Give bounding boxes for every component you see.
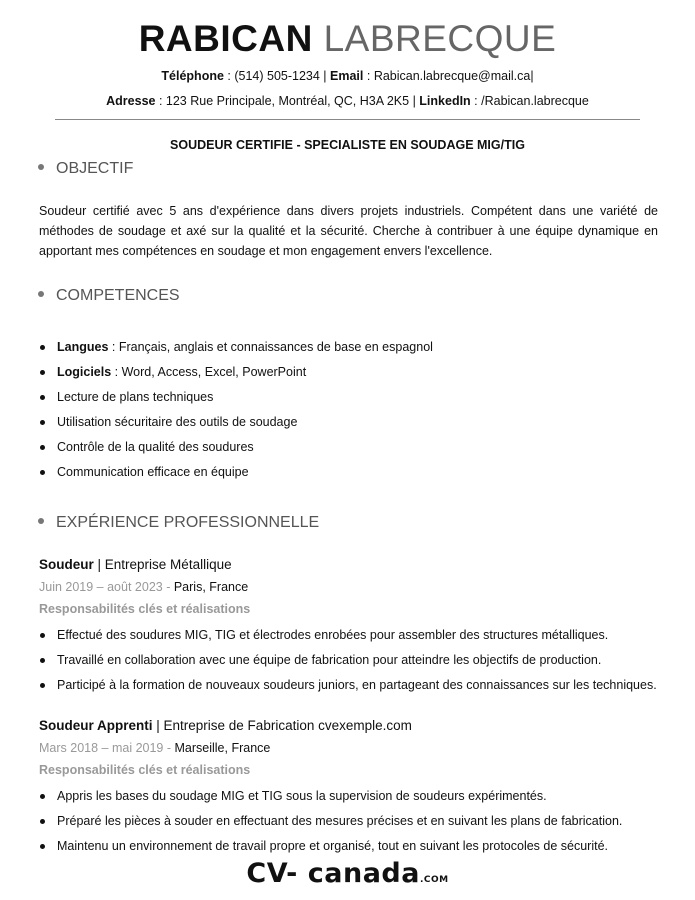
- job-location: Marseille, France: [174, 741, 271, 755]
- section-competences-title: [38, 287, 180, 305]
- job-dates: Juin 2019 – août 2023 -: [39, 580, 171, 594]
- bullet-icon: [40, 658, 45, 663]
- bullet-text: Maintenu un environnement de travail propre et organisé, tout en suivant les protocoles de sécurité.: [57, 839, 609, 853]
- skill-text: Utilisation sécuritaire des outils de soudage: [57, 415, 298, 429]
- list-item: [39, 626, 665, 651]
- address-label: Adresse: [106, 94, 156, 108]
- email-label: Email: [330, 69, 364, 83]
- skill-label: Langues: [57, 340, 109, 354]
- bullet-text: Effectué des soudures MIG, TIG et électrodes enrobées pour assembler des structures métalliques.: [57, 628, 609, 642]
- job-role: Soudeur Apprenti: [39, 718, 153, 733]
- job-1-bullets: [39, 626, 665, 701]
- contact-line-1: Téléphone : (514) 505-1234 | Email : Rabican.labrecque@mail.ca|: [161, 69, 534, 83]
- bullet-text: Participé à la formation de nouveaux soudeurs juniors, en partageant des connaissances sur les techniques.: [57, 678, 657, 692]
- candidate-name: [0, 18, 695, 60]
- skill-text: Lecture de plans techniques: [57, 390, 214, 404]
- linkedin-label: LinkedIn: [419, 94, 471, 108]
- list-item: Logiciels : Word, Access, Excel, PowerPoint: [39, 363, 665, 388]
- list-item: [39, 787, 665, 812]
- address-value: 123 Rue Principale, Montréal, QC, H3A 2K5: [165, 94, 410, 108]
- section-experience-title: [38, 514, 319, 532]
- job-company: Entreprise Métallique: [104, 557, 232, 572]
- skill-text: Word, Access, Excel, PowerPoint: [121, 365, 307, 379]
- list-item: Langues : Français, anglais et connaissances de base en espagnol: [39, 338, 665, 363]
- bullet-icon: [40, 633, 45, 638]
- logo-text: CV- canada: [246, 858, 420, 889]
- header-divider: [55, 119, 640, 120]
- list-item: [39, 812, 665, 837]
- linkedin-value[interactable]: /Rabican.labrecque: [481, 94, 589, 108]
- list-item: [39, 388, 665, 413]
- bullet-icon: [40, 420, 45, 425]
- list-item: [39, 676, 665, 701]
- bullet-icon: [40, 683, 45, 688]
- bullet-icon: [40, 844, 45, 849]
- job-1-subtitle: Responsabilités clés et réalisations: [39, 602, 251, 616]
- section-objectif-title: [38, 160, 133, 178]
- bullet-text: Appris les bases du soudage MIG et TIG sous la supervision de soudeurs expérimentés.: [57, 789, 547, 803]
- email-value[interactable]: Rabican.labrecque@mail.ca: [373, 69, 531, 83]
- job-location: Paris, France: [173, 580, 249, 594]
- skill-text: Contrôle de la qualité des soudures: [57, 440, 254, 454]
- bullet-icon: [40, 445, 45, 450]
- skill-text: Français, anglais et connaissances de base en espagnol: [118, 340, 433, 354]
- bullet-text: Travaillé en collaboration avec une équipe de fabrication pour atteindre les objectifs de production.: [57, 653, 602, 667]
- section-title-text: OBJECTIF: [56, 160, 134, 177]
- section-bullet-icon: [38, 164, 44, 170]
- job-dates: Mars 2018 – mai 2019 -: [39, 741, 172, 755]
- section-title-text: COMPETENCES: [56, 287, 180, 304]
- job-headline: SOUDEUR CERTIFIE - SPECIALISTE EN SOUDAGE MIG/TIG: [170, 138, 525, 152]
- bullet-icon: [40, 345, 45, 350]
- job-2-bullets: [39, 787, 665, 862]
- last-name: LABRECQUE: [323, 18, 557, 59]
- objectif-text: Soudeur certifié avec 5 ans d'expérience dans divers projets industriels. Compétent dans une variété de méthodes de soudage et axé sur la qualité et la sécurité. Cherche à contribuer à une équipe dynamique en apportant mes compétences en soudage et mon engagement envers l'excellence.: [39, 204, 658, 258]
- first-name: RABICAN: [138, 18, 313, 59]
- bullet-icon: [40, 819, 45, 824]
- section-title-text: EXPÉRIENCE PROFESSIONNELLE: [56, 514, 320, 531]
- bullet-icon: [40, 470, 45, 475]
- list-item: [39, 651, 665, 676]
- cv-canada-logo[interactable]: [0, 858, 695, 889]
- job-2-title: Soudeur Apprenti | Entreprise de Fabrication cvexemple.com: [39, 718, 412, 733]
- competences-list: [39, 338, 665, 488]
- section-bullet-icon: [38, 518, 44, 524]
- skill-text: Communication efficace en équipe: [57, 465, 249, 479]
- logo-suffix: .COM: [419, 875, 449, 885]
- bullet-text: Préparé les pièces à souder en effectuant des mesures précises et en suivant les plans de fabrication.: [57, 814, 623, 828]
- job-1-meta: [39, 580, 248, 594]
- job-2-meta: [39, 741, 270, 755]
- job-1-title: Soudeur | Entreprise Métallique: [39, 557, 232, 572]
- skill-label: Logiciels: [57, 365, 112, 379]
- list-item: [39, 463, 665, 488]
- contact-line-2: Adresse : 123 Rue Principale, Montréal, QC, H3A 2K5 | LinkedIn : /Rabican.labrecque: [106, 94, 589, 108]
- list-item: [39, 413, 665, 438]
- bullet-icon: [40, 395, 45, 400]
- phone-value: (514) 505-1234: [234, 69, 320, 83]
- job-company: Entreprise de Fabrication cvexemple.com: [163, 718, 412, 733]
- bullet-icon: [40, 370, 45, 375]
- list-item: [39, 438, 665, 463]
- section-bullet-icon: [38, 291, 44, 297]
- job-role: Soudeur: [39, 557, 94, 572]
- phone-label: Téléphone: [161, 69, 224, 83]
- job-2-subtitle: Responsabilités clés et réalisations: [39, 763, 251, 777]
- bullet-icon: [40, 794, 45, 799]
